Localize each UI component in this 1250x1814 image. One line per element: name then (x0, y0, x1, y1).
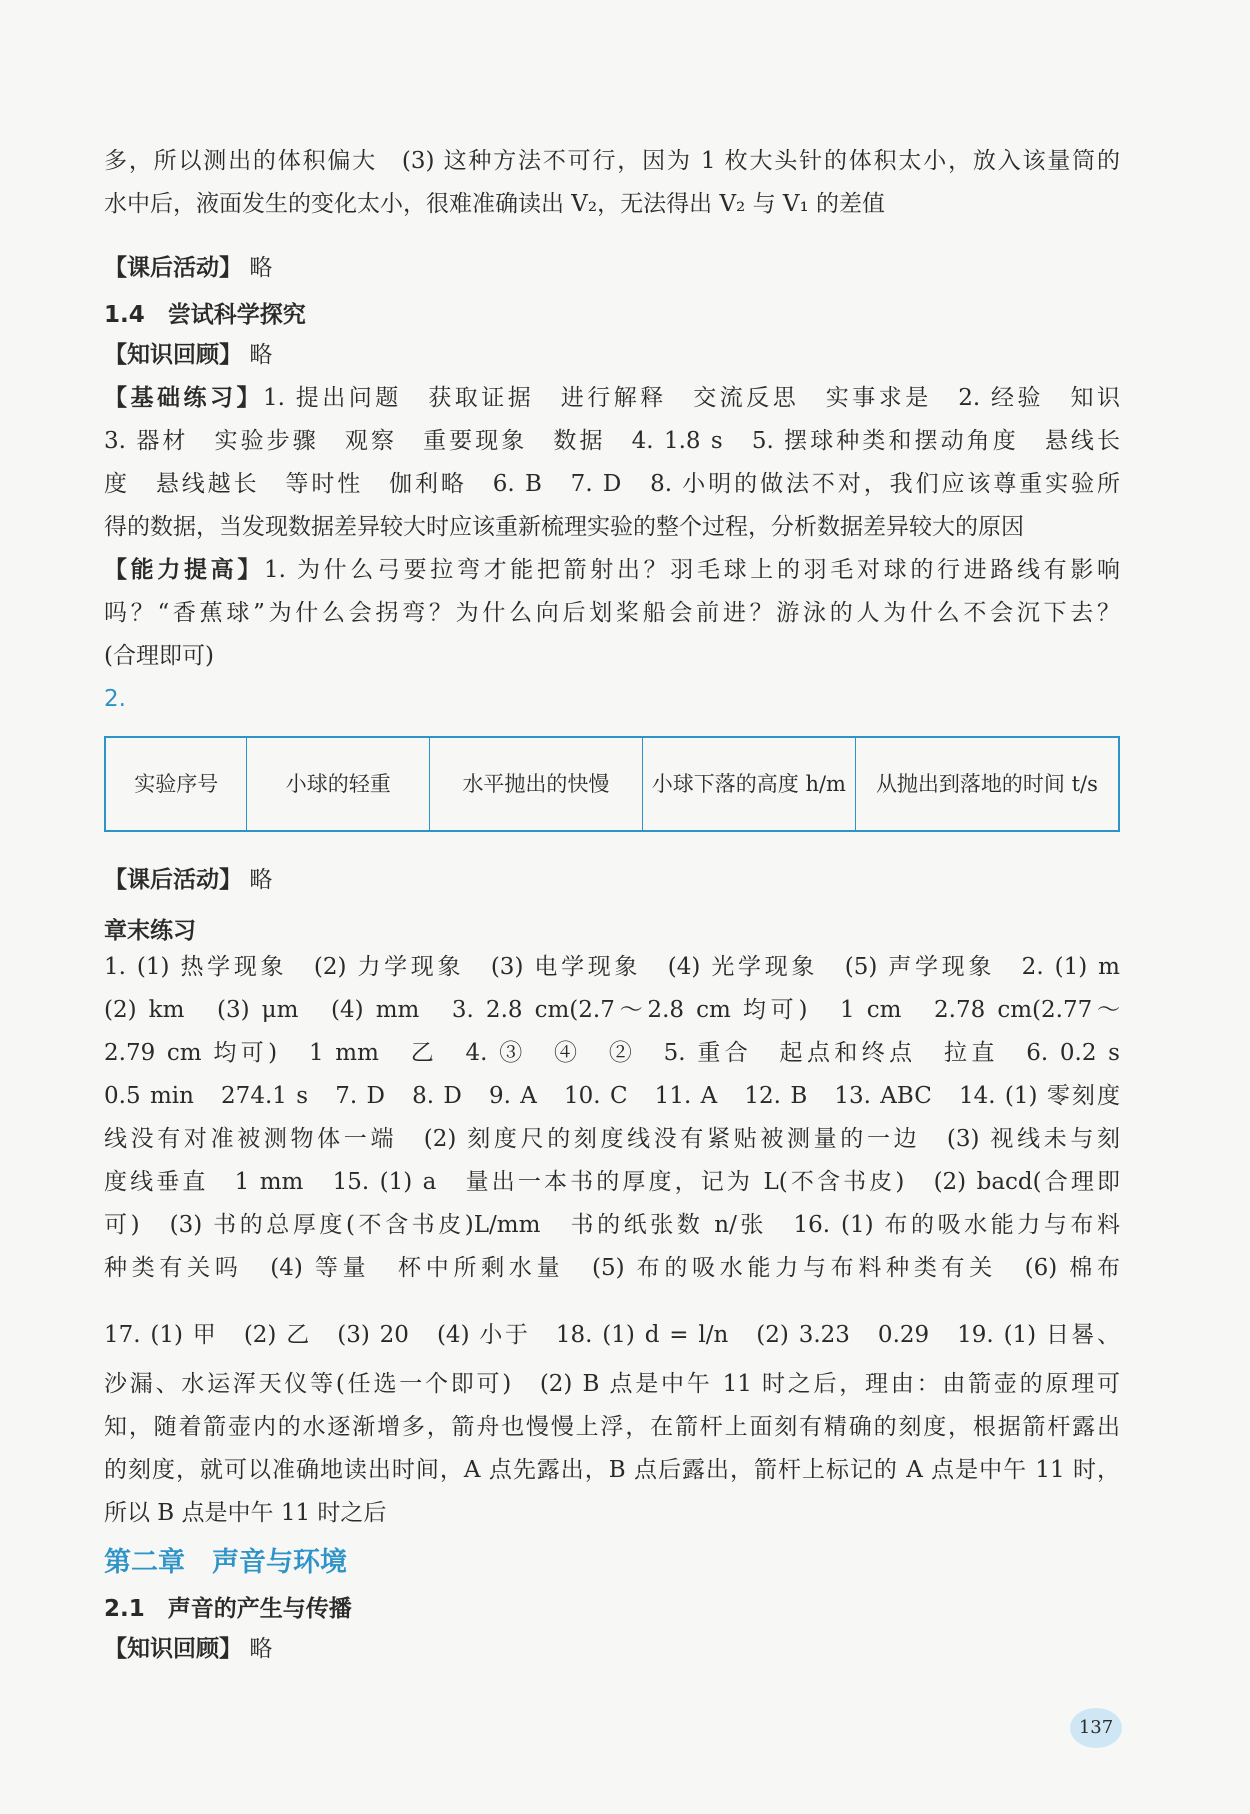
zhangmo-line-9: 17. (1) 甲 (2) 乙 (3) 20 (4) 小于 18. (1) d = l/n (2) 3.23 0.29 19. (1) 日晷、 (104, 1322, 1120, 1348)
jichu-line-1: 1. 提出问题 获取证据 进行解释 交流反思 实事求是 2. 经验 知识 (263, 385, 1120, 411)
zhangmo-line-7: 可) (3) 书的总厚度(不含书皮)L/mm 书的纸张数 n/张 16. (1) 布的吸水能力与布料 (104, 1212, 1120, 1238)
kehou-row-1 (104, 247, 1120, 290)
zhangmo-line-2: (2) km (3) μm (4) mm 3. 2.8 cm(2.7～2.8 cm 均可) 1 cm 2.78 cm(2.77～ (104, 997, 1120, 1023)
zhishi-row (104, 334, 1120, 377)
table-header-cell: 实验序号 (105, 737, 247, 831)
section-2-1-title: 2.1 声音的产生与传播 (104, 1596, 352, 1622)
zhishi-answer: 略 (249, 342, 273, 368)
zhangmo-line-1: 1. (1) 热学现象 (2) 力学现象 (3) 电学现象 (4) 光学现象 (5) 声学现象 2. (1) m (104, 954, 1120, 980)
kehou-answer: 略 (249, 867, 273, 893)
kehou-label: 【课后活动】 (104, 867, 242, 893)
table-header-cell: 小球的轻重 (247, 737, 430, 831)
page-number-badge: 137 (1070, 1708, 1122, 1748)
jichu-line-3: 度 悬线越长 等时性 伽利略 6. B 7. D 8. 小明的做法不对，我们应该尊重实验所 (104, 471, 1120, 497)
kehou-answer: 略 (249, 255, 273, 281)
nengli-line-1: 1. 为什么弓要拉弯才能把箭射出？羽毛球上的羽毛对球的行进路线有影响 (264, 557, 1120, 583)
chapter-2-title: 第二章 声音与环境 (104, 1547, 347, 1578)
zhangmo-line-8: 种类有关吗 (4) 等量 杯中所剩水量 (5) 布的吸水能力与布料种类有关 (6) 棉布 (104, 1255, 1120, 1281)
table-header-cell: 小球下落的高度 h/m (642, 737, 855, 831)
zhishi-row-2 (104, 1628, 1120, 1671)
intro-paragraph (104, 140, 1120, 226)
zhangmo-line-10: 沙漏、水运浑天仪等(任选一个即可) (2) B 点是中午 11 时之后，理由：由箭壶的原理可 (104, 1371, 1120, 1397)
nengli-block (104, 549, 1120, 678)
zhangmo-line-6: 度线垂直 1 mm 15. (1) a 量出一本书的厚度，记为 L(不含书皮) (2) bacd(合理即 (104, 1169, 1120, 1195)
zhangmo-block-3 (104, 1363, 1120, 1535)
zhishi-label: 【知识回顾】 (104, 342, 242, 368)
item-2-label: 2. (104, 686, 126, 712)
nengli-label: 【能力提高】 (104, 557, 265, 583)
experiment-table (104, 736, 1120, 832)
table-header-row (105, 737, 1119, 831)
zhangmo-title: 章末练习 (104, 918, 196, 944)
kehou-label: 【课后活动】 (104, 255, 242, 281)
zhangmo-block-1 (104, 946, 1120, 1290)
intro-line-2: 水中后，液面发生的变化太小，很难准确读出 V₂，无法得出 V₂ 与 V₁ 的差值 (104, 191, 886, 217)
zhishi-answer: 略 (249, 1636, 273, 1662)
intro-line-1: 多，所以测出的体积偏大 (3) 这种方法不可行，因为 1 枚大头针的体积太小，放入该量筒的 (104, 148, 1120, 174)
nengli-line-2: 吗？“香蕉球”为什么会拐弯？为什么向后划桨船会前进？游泳的人为什么不会沉下去？ (104, 600, 1120, 626)
jichu-label: 【基础练习】 (104, 385, 263, 411)
jichu-line-2: 3. 器材 实验步骤 观察 重要现象 数据 4. 1.8 s 5. 摆球种类和摆动角度 悬线长 (104, 428, 1120, 454)
section-1-4-title: 1.4 尝试科学探究 (104, 302, 306, 328)
table-header-cell: 水平抛出的快慢 (429, 737, 642, 831)
zhangmo-line-13: 所以 B 点是中午 11 时之后 (104, 1500, 387, 1526)
zhangmo-line-5: 线没有对准被测物体一端 (2) 刻度尺的刻度线没有紧贴被测量的一边 (3) 视线未与刻 (104, 1126, 1120, 1152)
kehou-row-2 (104, 859, 1120, 902)
zhangmo-line-12: 的刻度，就可以准确地读出时间，A 点先露出，B 点后露出，箭杆上标记的 A 点是中午 11 时， (104, 1457, 1120, 1483)
zhangmo-line-4: 0.5 min 274.1 s 7. D 8. D 9. A 10. C 11. A 12. B 13. ABC 14. (1) 零刻度 (104, 1083, 1120, 1109)
zhishi-label: 【知识回顾】 (104, 1636, 242, 1662)
jichu-block (104, 377, 1120, 549)
table-header-cell: 从抛出到落地的时间 t/s (855, 737, 1119, 831)
jichu-line-4: 得的数据，当发现数据差异较大时应该重新梳理实验的整个过程，分析数据差异较大的原因 (104, 514, 1024, 540)
zhangmo-line-11: 知，随着箭壶内的水逐渐增多，箭舟也慢慢上浮，在箭杆上面刻有精确的刻度，根据箭杆露出 (104, 1414, 1120, 1440)
nengli-line-3: (合理即可) (104, 643, 214, 669)
zhangmo-line-3: 2.79 cm 均可) 1 mm 乙 4. ③ ④ ② 5. 重合 起点和终点 拉直 6. 0.2 s (104, 1040, 1120, 1066)
zhangmo-block-2 (104, 1305, 1120, 1365)
